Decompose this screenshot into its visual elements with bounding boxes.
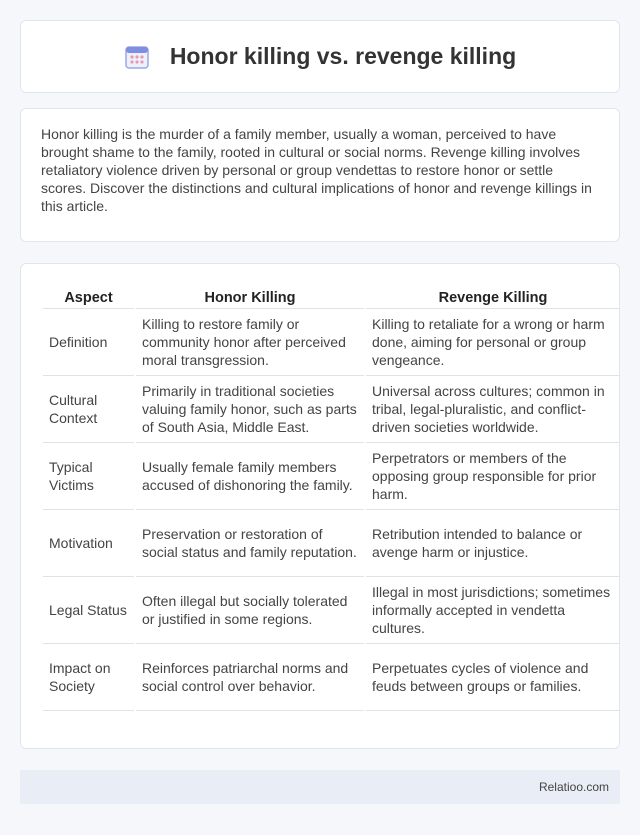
row-revenge: Retribution intended to balance or avenge harm or injustice.	[365, 509, 620, 576]
table-row	[43, 509, 620, 576]
calendar-icon	[124, 44, 150, 70]
row-honor: Reinforces patriarchal norms and social control over behavior.	[135, 643, 365, 710]
row-revenge: Perpetrators or members of the opposing group responsible for prior harm.	[365, 442, 620, 509]
footer-brand-link[interactable]: Relatioo.com	[538, 780, 609, 794]
row-aspect: Impact on Society	[43, 643, 135, 710]
table-row	[43, 375, 620, 442]
table-row	[43, 308, 620, 375]
table-header-row	[43, 284, 620, 308]
row-honor: Usually female family members accused of dishonoring the family.	[135, 442, 365, 509]
intro-card	[20, 108, 620, 242]
row-aspect: Definition	[43, 308, 135, 375]
page-title: Honor killing vs. revenge killing	[169, 43, 517, 69]
row-revenge: Illegal in most jurisdictions; sometimes informally accepted in vendetta cultures.	[365, 576, 620, 643]
row-honor: Preservation or restoration of social status and family reputation.	[135, 509, 365, 576]
row-revenge: Perpetuates cycles of violence and feuds between groups or families.	[365, 643, 620, 710]
footer-bar	[20, 770, 620, 804]
row-aspect: Motivation	[43, 509, 135, 576]
row-aspect: Typical Victims	[43, 442, 135, 509]
title-card	[20, 20, 620, 93]
comparison-card	[20, 263, 620, 749]
header-revenge-killing: Revenge Killing	[365, 284, 620, 308]
row-honor: Primarily in traditional societies valuing family honor, such as parts of South Asia, Middle East.	[135, 375, 365, 442]
row-honor: Killing to restore family or community honor after perceived moral transgression.	[135, 308, 365, 375]
header-aspect: Aspect	[43, 284, 135, 308]
comparison-table	[43, 284, 620, 711]
header-honor-killing: Honor Killing	[135, 284, 365, 308]
table-row	[43, 643, 620, 710]
intro-paragraph: Honor killing is the murder of a family member, usually a woman, perceived to have brought shame to the family, rooted in cultural or social norms. Revenge killing involves retaliatory violence driven by personal or group vendettas to restore honor or settle scores. Discover the distinctions and cultural implications of honor and revenge killings in this article.	[41, 126, 592, 214]
row-honor: Often illegal but socially tolerated or justified in some regions.	[135, 576, 365, 643]
row-aspect: Cultural Context	[43, 375, 135, 442]
table-row	[43, 442, 620, 509]
row-aspect: Legal Status	[43, 576, 135, 643]
table-row	[43, 576, 620, 643]
row-revenge: Universal across cultures; common in tribal, legal-pluralistic, and conflict-driven societies worldwide.	[365, 375, 620, 442]
row-revenge: Killing to retaliate for a wrong or harm done, aiming for personal or group vengeance.	[365, 308, 620, 375]
